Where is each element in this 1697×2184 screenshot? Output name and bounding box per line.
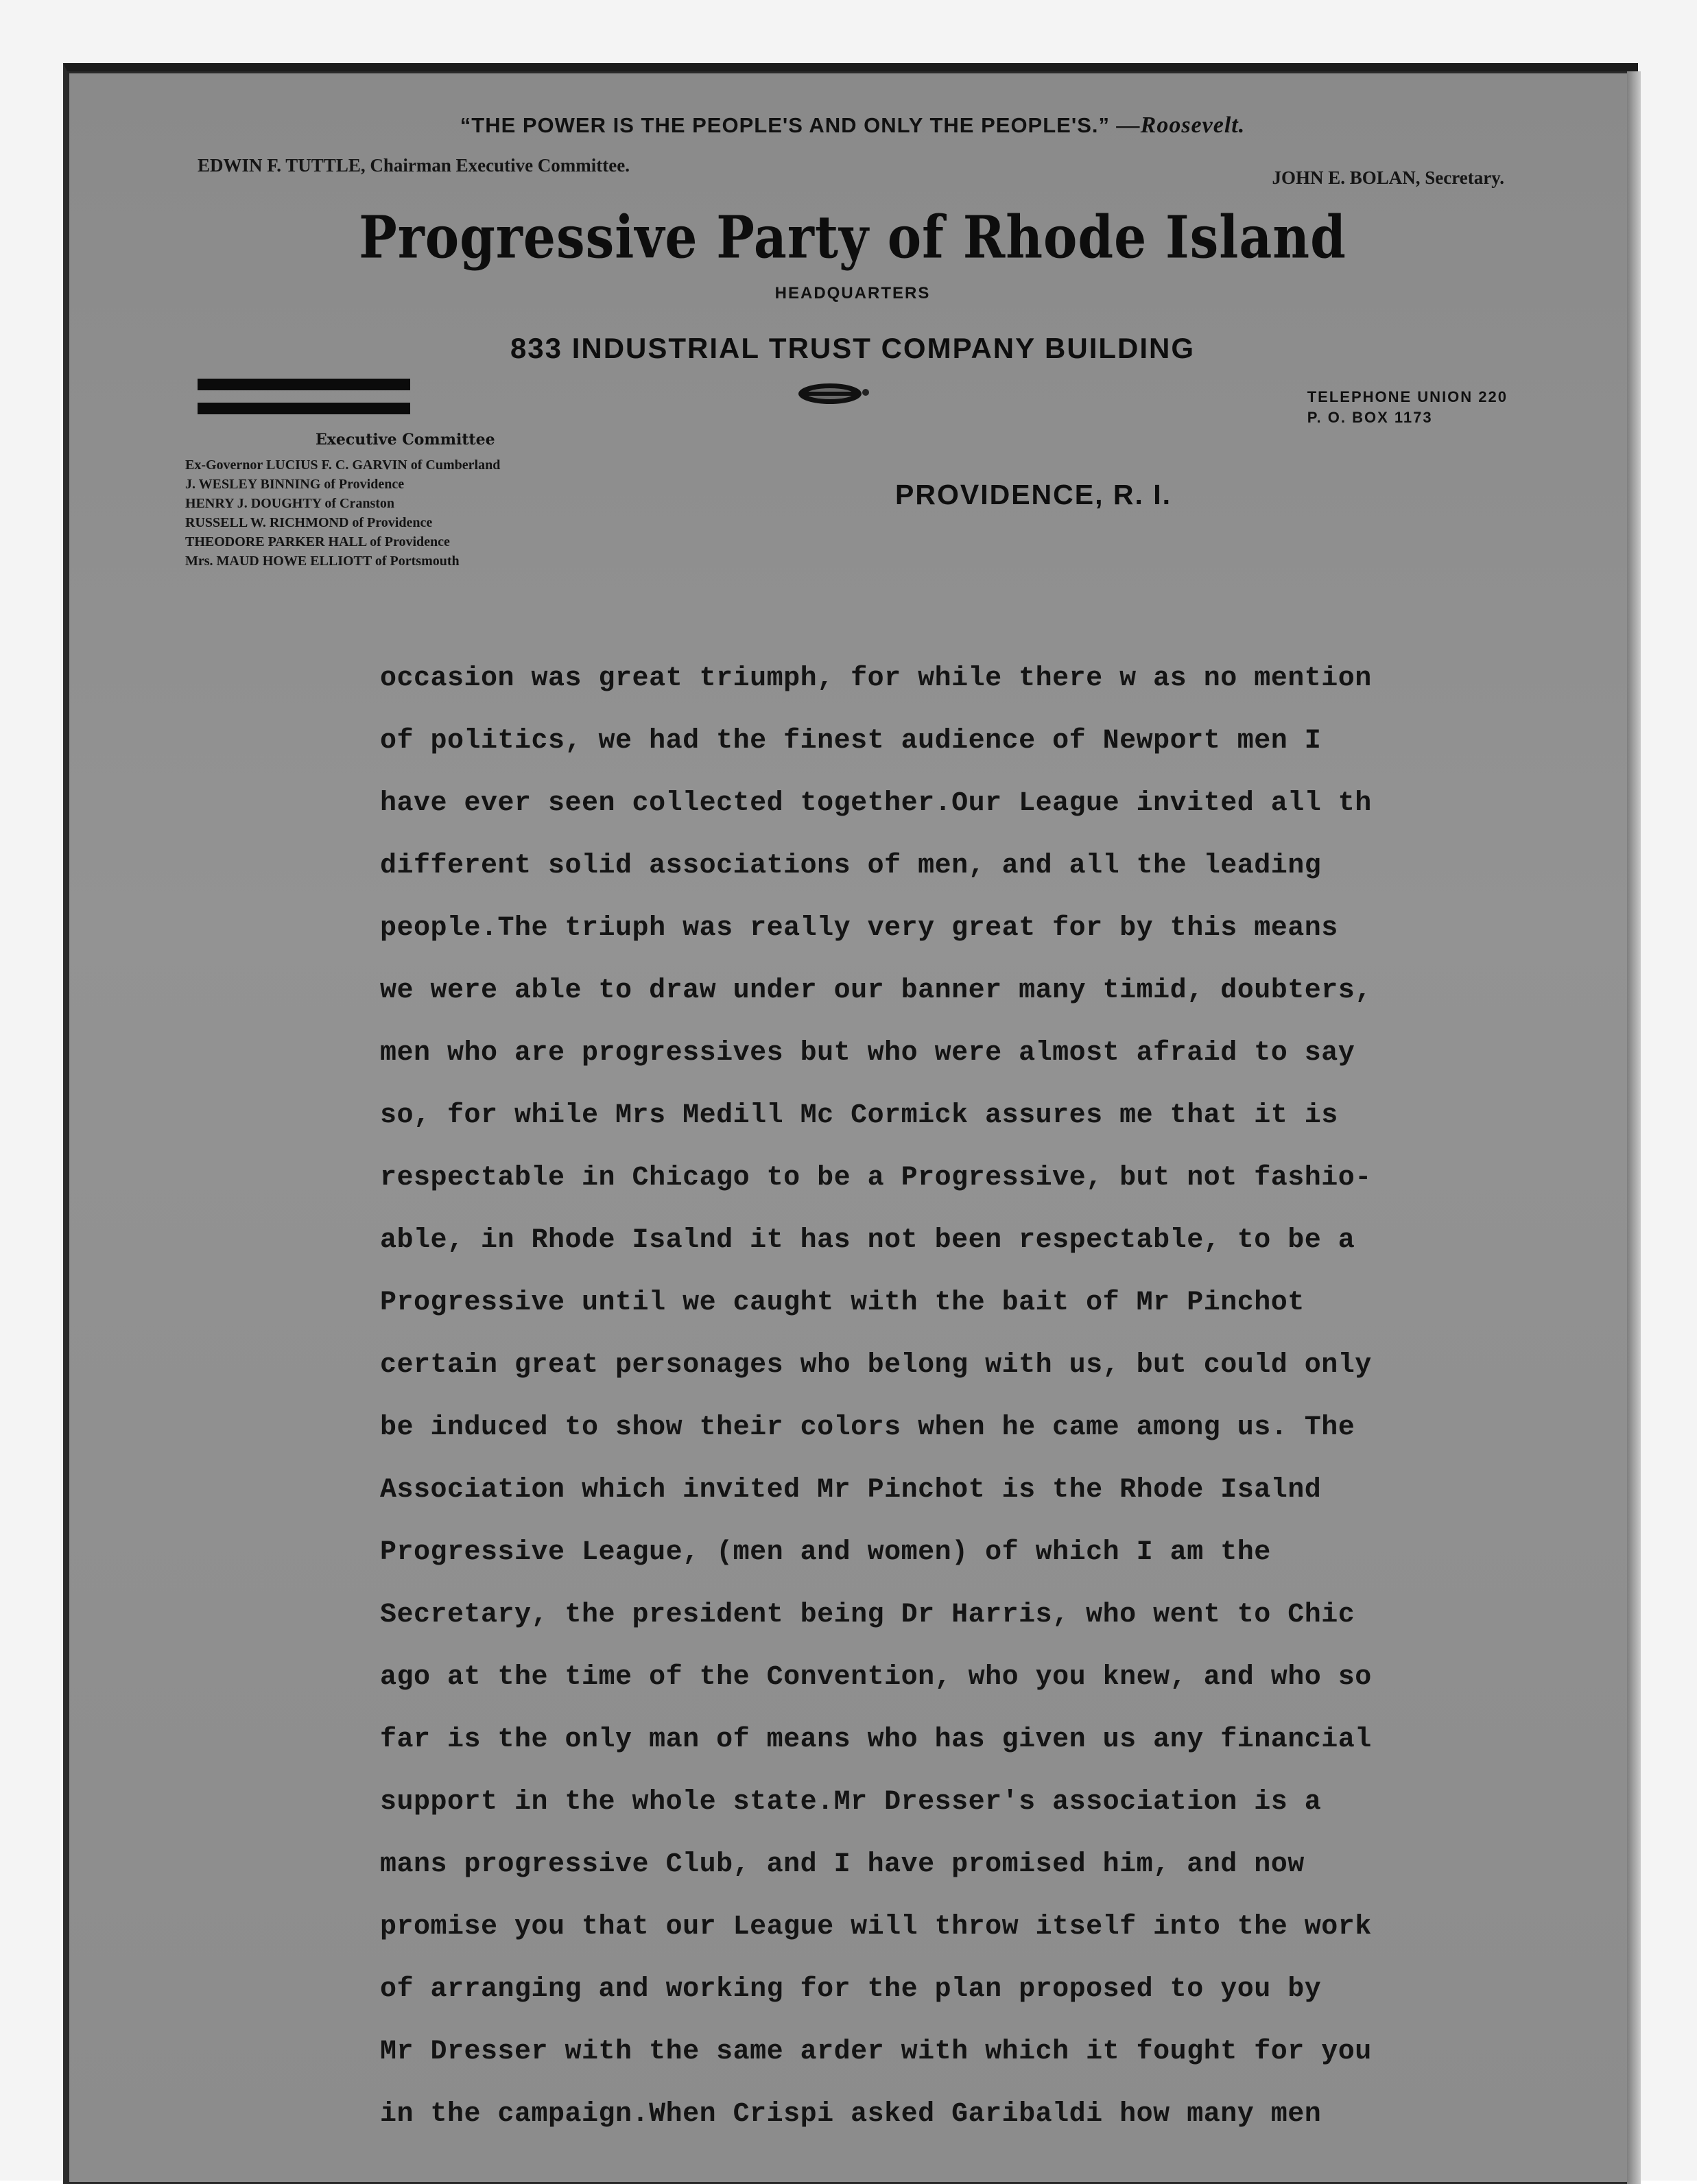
committee-member: Ex-Governor LUCIUS F. C. GARVIN of Cumberland: [185, 458, 501, 473]
party-name: Progressive Party of Rhode Island: [359, 204, 1346, 272]
body-line: Mr Dresser with the same arder with which it fought for you: [380, 2037, 1372, 2067]
committee-member: J. WESLEY BINNING of Providence: [185, 477, 405, 492]
body-line: have ever seen collected together.Our League invited all th: [380, 788, 1372, 819]
body-line: occasion was great triumph, for while there w as no mention: [380, 663, 1372, 694]
body-line: Secretary, the president being Dr Harris, who went to Chic: [380, 1600, 1355, 1630]
body-line: so, for while Mrs Medill Mc Cormick assures me that it is: [380, 1100, 1338, 1131]
body-line: Progressive until we caught with the bait of Mr Pinchot: [380, 1287, 1305, 1318]
city-line: PROVIDENCE, R. I.: [895, 479, 1172, 510]
heavy-rule-bottom: [198, 403, 410, 414]
motto-attribution: —Roosevelt.: [1116, 112, 1246, 138]
committee-member: HENRY J. DOUGHTY of Cranston: [185, 496, 395, 511]
body-line: of politics, we had the finest audience of Newport men I: [380, 726, 1322, 757]
committee-member: RUSSELL W. RICHMOND of Providence: [185, 515, 433, 530]
body-line: in the campaign.When Crispi asked Garibaldi how many men: [380, 2099, 1322, 2130]
body-line: different solid associations of men, and all the leading: [380, 851, 1322, 881]
headquarters-label: HEADQUARTERS: [774, 284, 931, 302]
body-line: we were able to draw under our banner many timid, doubters,: [380, 975, 1372, 1006]
heavy-rule-top: [198, 379, 410, 390]
body-line: Association which invited Mr Pinchot is the Rhode Isalnd: [380, 1475, 1322, 1506]
executive-committee-title: Executive Committee: [316, 431, 495, 449]
body-line: ago at the time of the Convention, who you knew, and who so: [380, 1662, 1372, 1693]
body-line: promise you that our League will throw itself into the work: [380, 1912, 1372, 1943]
body-line: people.The triuph was really very great for by this means: [380, 913, 1338, 944]
body-line: certain great personages who belong with us, but could only: [380, 1350, 1372, 1381]
building-address: 833 INDUSTRIAL TRUST COMPANY BUILDING: [510, 332, 1196, 364]
body-line: respectable in Chicago to be a Progressive, but not fashio-: [380, 1163, 1372, 1194]
committee-member: Mrs. MAUD HOWE ELLIOTT of Portsmouth: [185, 554, 460, 569]
body-line: far is the only man of means who has given us any financial: [380, 1724, 1372, 1755]
chairman-line: EDWIN F. TUTTLE, Chairman Executive Committee.: [198, 155, 630, 176]
po-box: P. O. BOX 1173: [1307, 409, 1433, 426]
contact-info: [1307, 387, 1508, 428]
telephone: TELEPHONE UNION 220: [1307, 388, 1508, 405]
letter-sheet: [63, 63, 1638, 2184]
secretary-line: JOHN E. BOLAN, Secretary.: [1272, 167, 1504, 188]
letter-body: [380, 648, 1484, 2146]
committee-member: THEODORE PARKER HALL of Providence: [185, 534, 450, 549]
body-line: men who are progressives but who were almost afraid to say: [380, 1038, 1355, 1069]
executive-committee-list: [185, 455, 500, 571]
body-line: be induced to show their colors when he came among us. The: [380, 1412, 1355, 1443]
body-line: able, in Rhode Isalnd it has not been respectable, to be a: [380, 1225, 1355, 1256]
sheet-edge: [1627, 71, 1641, 2184]
motto: [67, 112, 1638, 139]
body-line: mans progressive Club, and I have promised him, and now: [380, 1849, 1305, 1880]
body-line: Progressive League, (men and women) of which I am the: [380, 1537, 1271, 1568]
union-label-mark: [796, 379, 871, 409]
body-line: of arranging and working for the plan proposed to you by: [380, 1974, 1322, 2005]
motto-text: “THE POWER IS THE PEOPLE'S AND ONLY THE PEOPLE'S.”: [460, 113, 1111, 137]
body-line: support in the whole state.Mr Dresser's association is a: [380, 1787, 1322, 1818]
